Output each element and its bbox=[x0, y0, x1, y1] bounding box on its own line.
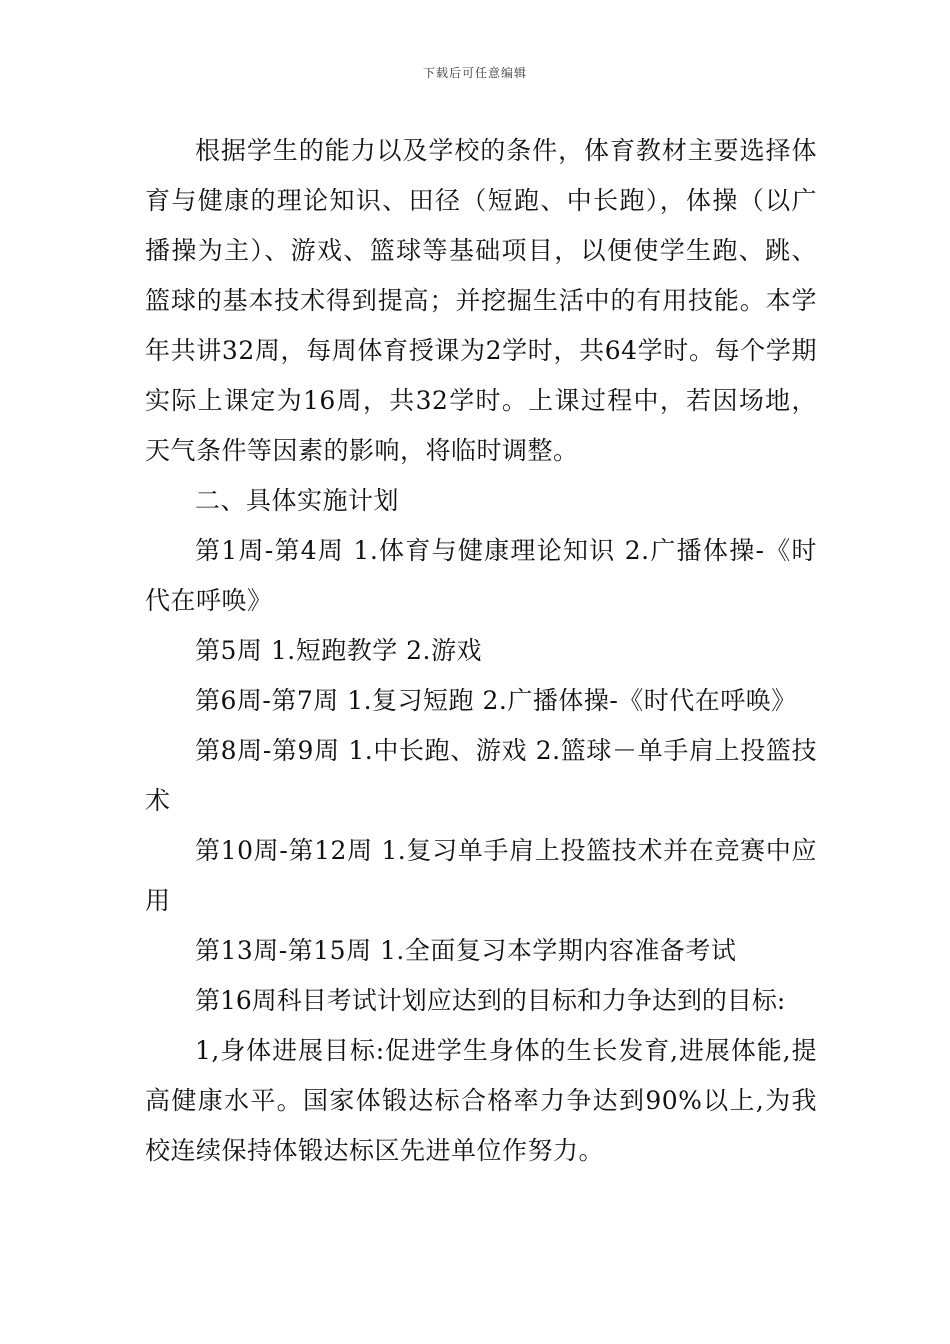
plan-item-week-16: 第16周科目考试计划应达到的目标和力争达到的目标: bbox=[195, 986, 786, 1015]
plan-item-week-8-9: 第8周-第9周 1.中长跑、游戏 2.篮球－单手肩上投篮技术 bbox=[145, 736, 817, 815]
document-body bbox=[145, 126, 817, 1176]
plan-item-week-13-15: 第13周-第15周 1.全面复习本学期内容准备考试 bbox=[195, 936, 737, 965]
plan-item-week-1-4: 第1周-第4周 1.体育与健康理论知识 2.广播体操-《时代在呼唤》 bbox=[145, 536, 817, 615]
plan-item-week-10-12: 第10周-第12周 1.复习单手肩上投篮技术并在竞赛中应用 bbox=[145, 836, 817, 915]
plan-item-week-6-7: 第6周-第7周 1.复习短跑 2.广播体操-《时代在呼唤》 bbox=[195, 686, 797, 715]
page-header: 下载后可任意编辑 bbox=[422, 66, 527, 80]
section-heading: 二、具体实施计划 bbox=[195, 486, 400, 515]
goal-paragraph: 1,身体进展目标:促进学生身体的生长发育,进展体能,提高健康水平。国家体锻达标合格率力争达到90%以上,为我校连续保持体锻达标区先进单位作努力。 bbox=[145, 1036, 817, 1165]
plan-item-week-5: 第5周 1.短跑教学 2.游戏 bbox=[195, 636, 483, 665]
intro-paragraph: 根据学生的能力以及学校的条件，体育教材主要选择体育与健康的理论知识、田径（短跑、中长跑），体操（以广播操为主）、游戏、篮球等基础项目，以便使学生跑、跳、篮球的基本技术得到提高；并挖掘生活中的有用技能。本学年共讲32周，每周体育授课为2学时，共64学时。每个学期实际上课定为16周，共32学时。上课过程中，若因场地，天气条件等因素的影响，将临时调整。 bbox=[145, 136, 817, 465]
